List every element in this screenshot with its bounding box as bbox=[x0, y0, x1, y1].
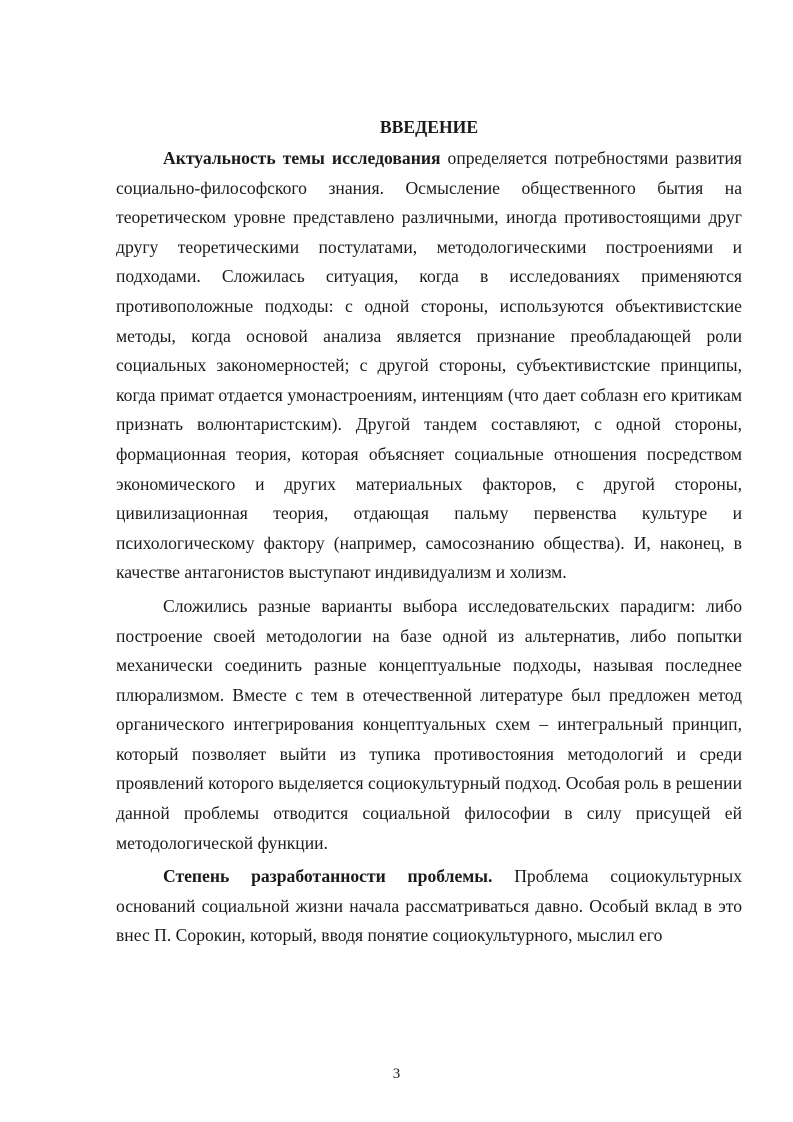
paragraph-relevance bbox=[116, 144, 742, 588]
paragraph-problem-development bbox=[116, 862, 742, 951]
paragraph-lead: Степень разработанности проблемы. bbox=[163, 866, 493, 887]
paragraph-text: определяется потребностями развития социально-философского знания. Осмысление общественного бытия на теоретическом уровне представлено различными, иногда противостоящими друг другу теоретическими постулатами, методологическими построениями и подходами. Сложилась ситуация, когда в исследованиях применяются противоположные подходы: с одной стороны, используются объективистские методы, когда основой анализа является признание преобладающей роли социальных закономерностей; с другой стороны, субъективистские принципы, когда примат отдается умонастроениям, интенциям (что дает соблазн его критикам признать волюнтаристским). Другой тандем составляют, с одной стороны, формационная теория, которая объясняет социальные отношения посредством экономического и других материальных факторов, с другой стороны, цивилизационная теория, отдающая пальму первенства культуре и психологическому фактору (например, самосознанию общества). И, наконец, в качестве антагонистов выступают индивидуализм и холизм. bbox=[116, 148, 742, 583]
paragraph-paradigms bbox=[116, 592, 742, 858]
page-body bbox=[116, 114, 742, 951]
paragraph-text: Проблема социокультурных оснований социальной жизни начала рассматриваться давно. Особый вклад в это внес П. Сорокин, который, вводя понятие социокультурного, мыслил его bbox=[116, 866, 742, 946]
page-number: 3 bbox=[392, 1066, 401, 1082]
paragraph-text: Сложились разные варианты выбора исследовательских парадигм: либо построение своей методологии на базе одной из альтернатив, либо попытки механически соединить разные концептуальные подходы, называя последнее плюрализмом. Вместе с тем в отечественной литературе был предложен метод органического интегрирования концептуальных схем – интегральный принцип, который позволяет выйти из тупика противостояния методологий и среди проявлений которого выделяется социокультурный подход. Особая роль в решении данной проблемы отводится социальной философии в силу присущей ей методологической функции. bbox=[116, 595, 742, 853]
paragraph-lead: Актуальность темы исследования bbox=[163, 148, 441, 168]
section-heading: ВВЕДЕНИЕ bbox=[379, 117, 479, 137]
